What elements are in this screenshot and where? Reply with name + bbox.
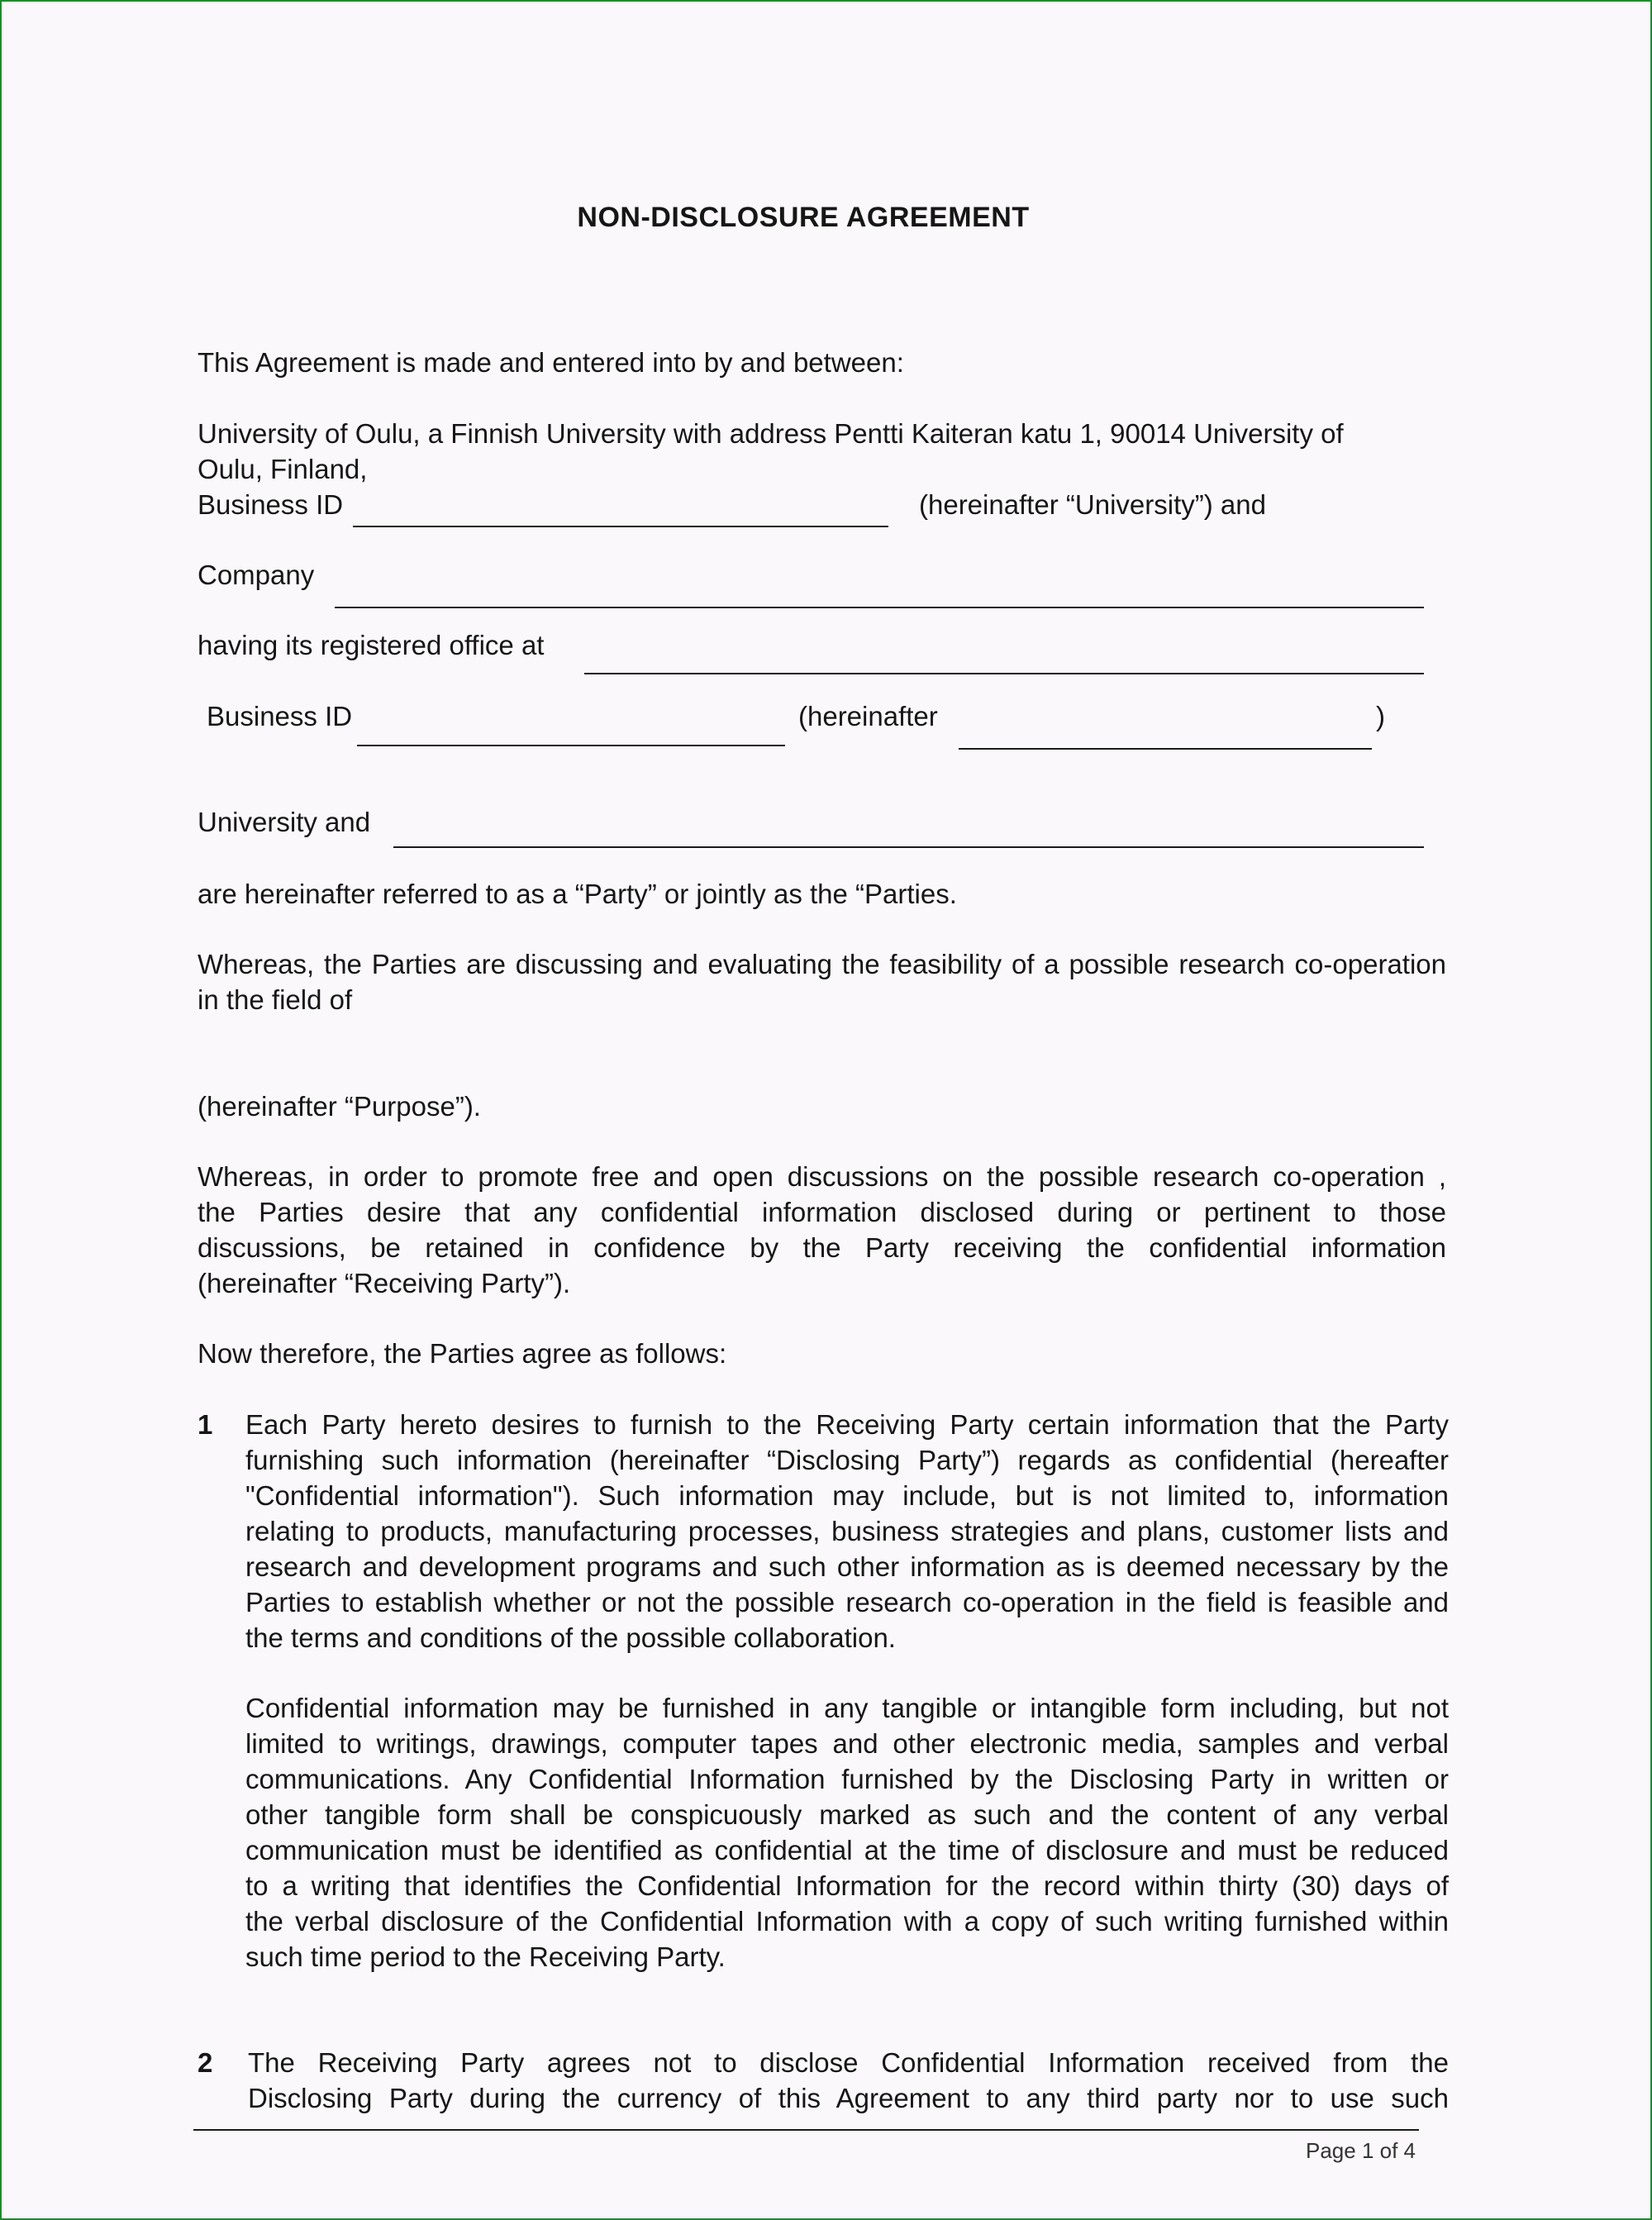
- intro-text: This Agreement is made and entered into by and between:: [198, 347, 904, 378]
- clause-2-number: 2: [198, 2047, 213, 2078]
- close-paren: ): [1376, 701, 1385, 731]
- purpose-text: (hereinafter “Purpose”).: [198, 1091, 481, 1122]
- clause-1-p2-line: communication must be identified as confidential at the time of disclosure and must be reduced: [245, 1835, 1449, 1865]
- university-and-text: University and: [198, 807, 371, 837]
- whereas-1-line-2: in the field of: [198, 984, 353, 1015]
- hereinafter-company-text: (hereinafter: [798, 701, 938, 731]
- clause-1-p2-line: limited to writings, drawings, computer tapes and other electronic media, samples and verbal: [245, 1728, 1449, 1759]
- registered-office-label: having its registered office at: [198, 630, 545, 660]
- business-id-label: Business ID: [198, 489, 344, 520]
- clause-1-p2-line: other tangible form shall be conspicuously marked as such and the content of any verbal: [245, 1799, 1449, 1830]
- whereas-paragraph-2: [198, 1159, 1446, 1301]
- registered-office-field[interactable]: [584, 673, 1424, 674]
- whereas-1-line-1: Whereas, the Parties are discussing and evaluating the feasibility of a possible research co-operation: [198, 949, 1446, 979]
- clause-1-paragraph-1: [245, 1407, 1449, 1655]
- company-business-id-label: Business ID: [207, 701, 353, 731]
- whereas-2-line-4: (hereinafter “Receiving Party”).: [198, 1268, 571, 1298]
- page-number: Page 1 of 4: [1306, 2138, 1416, 2163]
- footer-divider: [193, 2129, 1419, 2131]
- company-name-field[interactable]: [335, 607, 1424, 608]
- whereas-2-line-3: discussions, be retained in confidence by the Party receiving the confidential information: [198, 1232, 1446, 1263]
- clause-1-p2-line: the verbal disclosure of the Confidential Information with a copy of such writing furnished within: [245, 1906, 1449, 1937]
- clause-2-p1-line: The Receiving Party agrees not to disclose Confidential Information received from the: [248, 2047, 1449, 2078]
- parties-definition-text: are hereinafter referred to as a “Party” or jointly as the “Parties.: [198, 879, 957, 909]
- university-business-id-field[interactable]: [353, 526, 888, 527]
- clause-1-p1-line: the terms and conditions of the possible collaboration.: [245, 1622, 896, 1653]
- company-short-name-field[interactable]: [959, 748, 1372, 750]
- clause-1-p1-line: research and development programs and such other information as is deemed necessary by the: [245, 1551, 1449, 1582]
- clause-2-p1-line: Disclosing Party during the currency of this Agreement to any third party nor to use such: [248, 2083, 1449, 2113]
- whereas-2-line-1: Whereas, in order to promote free and open discussions on the possible research co-operation ,: [198, 1161, 1446, 1192]
- hereinafter-university-text: (hereinafter “University”) and: [919, 489, 1266, 520]
- company-business-id-field[interactable]: [357, 745, 785, 746]
- clause-1-p1-line: Each Party hereto desires to furnish to the Receiving Party certain information that the Party: [245, 1409, 1449, 1440]
- university-line-2: Oulu, Finland,: [198, 454, 368, 484]
- clause-1-number: 1: [198, 1409, 213, 1440]
- whereas-2-line-2: the Parties desire that any confidential information disclosed during or pertinent to those: [198, 1197, 1446, 1227]
- clause-1-paragraph-2: [245, 1690, 1449, 1975]
- clause-1-p1-line: relating to products, manufacturing processes, business strategies and plans, customer lists and: [245, 1516, 1449, 1546]
- company-reference-field[interactable]: [393, 846, 1424, 848]
- whereas-paragraph-1: [198, 946, 1446, 1017]
- now-therefore-text: Now therefore, the Parties agree as follows:: [198, 1338, 727, 1369]
- clause-2-paragraph-1: [248, 2045, 1449, 2116]
- clause-1-p2-line: communications. Any Confidential Information furnished by the Disclosing Party in written or: [245, 1764, 1449, 1794]
- company-label: Company: [198, 560, 315, 590]
- clause-1-p2-line: to a writing that identifies the Confidential Information for the record within thirty (30) days of: [245, 1870, 1449, 1901]
- university-line-1: University of Oulu, a Finnish University with address Pentti Kaiteran katu 1, 90014 University of: [198, 418, 1344, 449]
- clause-1-p1-line: "Confidential information"). Such information may include, but is not limited to, information: [245, 1480, 1449, 1511]
- clause-1-p2-line: Confidential information may be furnished in any tangible or intangible form including, but not: [245, 1693, 1449, 1723]
- document-title: NON-DISCLOSURE AGREEMENT: [577, 202, 1030, 233]
- clause-1-p1-line: Parties to establish whether or not the possible research co-operation in the field is feasible and: [245, 1587, 1449, 1617]
- clause-1-p1-line: furnishing such information (hereinafter “Disclosing Party”) regards as confidential (hereafter: [245, 1445, 1449, 1475]
- clause-1-p2-line: such time period to the Receiving Party.: [245, 1941, 726, 1972]
